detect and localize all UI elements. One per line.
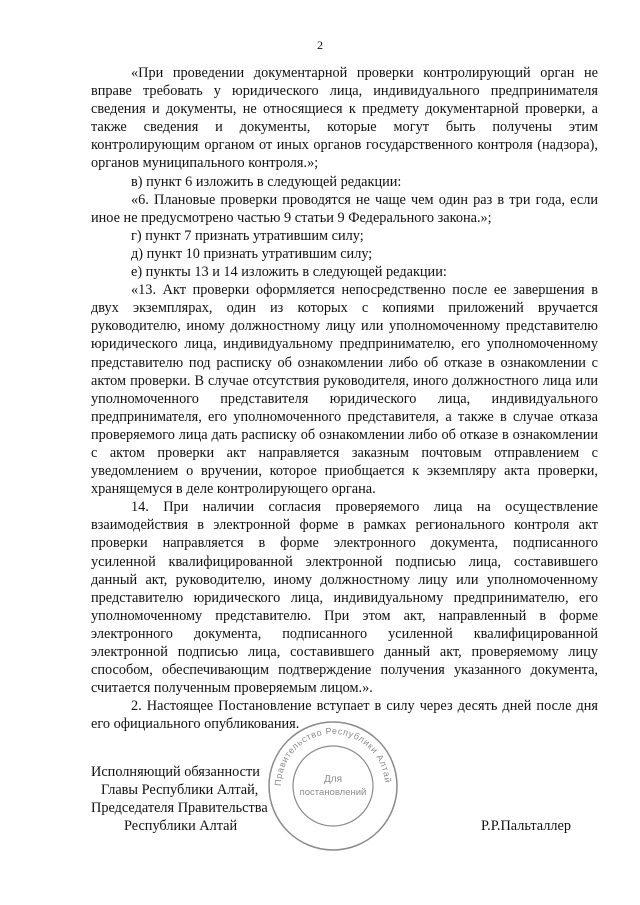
signature-title-line-4: Республики Алтай <box>124 818 238 834</box>
paragraph-item-g: г) пункт 7 признать утратившим силу; <box>131 227 364 244</box>
signer-name: Р.Р.Пальталлер <box>481 818 572 834</box>
paragraph-item-v: в) пункт 6 изложить в следующей редакции: <box>131 173 402 190</box>
stamp-inner-ring <box>293 746 373 826</box>
paragraph-point-13: «13. Акт проверки оформляется непосредственно после ее завершения в двух экземплярах, один из которых с копиями приложений вручается руководителю, иному должностному лицу или уполномоченному представителю юридического лица, индивидуальному предпринимателю, его уполномоченному представителю под расписку об ознакомлении либо об отказе в ознакомлении с актом проверки. В случае отсутствия руководителя, иного должностного лица или уполномоченного представителя юридического лица, индивидуального предпринимателя, его уполномоченного представителя, а также в случае отказа проверяемого лица дать расписку об ознакомлении либо об отказе в ознакомлении с актом проверки акт направляется заказным почтовым отправлением с уведомлением о вручении, которое приобщается к экземпляру акта проверки, хранящемуся в деле контролирующего органа. <box>91 282 598 498</box>
signature-title-line-2: Главы Республики Алтай, <box>101 782 259 798</box>
signature-title-line-3: Председателя Правительства <box>91 800 268 816</box>
paragraph-effective-date: 2. Настоящее Постановление вступает в силу через десять дней после дня его официального опубликования. <box>91 698 598 733</box>
paragraph-point-6: «6. Плановые проверки проводятся не чаще чем один раз в три года, если иное не предусмотрено частью 9 статьи 9 Федерального закона.»; <box>91 191 598 226</box>
stamp-outer-ring <box>269 722 397 850</box>
document-body <box>91 64 598 733</box>
paragraph-point-14: 14. При наличии согласия проверяемого лица на осуществление взаимодействия в электронной форме в рамках регионального контроля акт проверки направляется в форме электронного документа, подписанного усиленной квалифицированной электронной подписью лица, составившего данный акт, руководителю, иному должностному лицу или уполномоченному представителю юридического лица, индивидуальному предпринимателю, его уполномоченному представителю. При этом акт, направленный в форме электронного документа, подписанного усиленной квалифицированной электронной подписью лица, составившего данный акт, проверяемому лицу способом, обеспечивающим подтверждение получения указанного документа, считается полученным проверяемым лицом.». <box>91 499 598 697</box>
official-stamp <box>265 718 401 854</box>
page-number: 2 <box>317 38 323 52</box>
paragraph-item-d: д) пункт 10 признать утратившим силу; <box>131 245 373 262</box>
paragraph-item-e: е) пункты 13 и 14 изложить в следующей редакции: <box>131 264 447 281</box>
paragraph-documentary-check: «При проведении документарной проверки контролирующий орган не вправе требовать у юридического лица, индивидуального предпринимателя сведения и документы, не относящиеся к предмету документарной проверки, а также сведения и документы, которые могут быть получены этим контролирующим органом от иных органов государственного контроля (надзора), органов муниципального контроля.»; <box>91 65 598 172</box>
signature-title-line-1: Исполняющий обязанности <box>91 764 260 780</box>
stamp-ring-text: Правительство Республики Алтай <box>272 725 393 787</box>
stamp-center-line-1: Для <box>323 774 343 785</box>
stamp-center-line-2: постановлений <box>299 787 367 798</box>
